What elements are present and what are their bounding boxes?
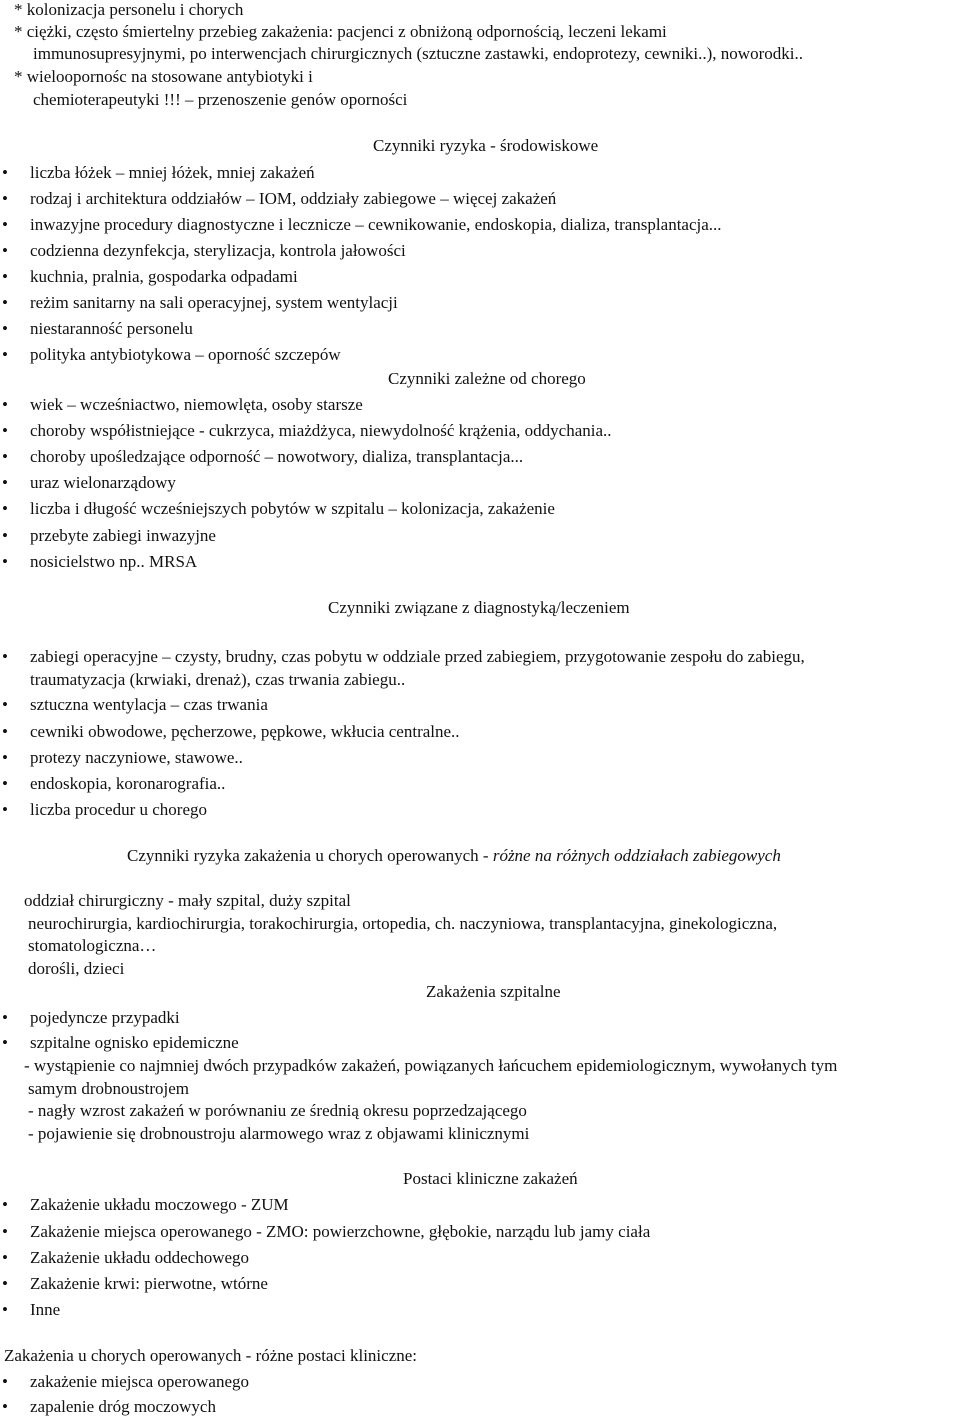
- text-line: neurochirurgia, kardiochirurgia, torakochirurgia, ortopedia, ch. naczyniowa, transplantacyjna, ginekologiczna,: [28, 914, 778, 933]
- list-item: rodzaj i architektura oddziałów – IOM, oddziały zabiegowe – więcej zakażeń: [30, 189, 557, 208]
- list-item: protezy naczyniowe, stawowe..: [30, 748, 243, 767]
- section-heading: [127, 845, 781, 867]
- bullet-marker: •: [2, 526, 8, 545]
- list-item: choroby współistniejące - cukrzyca, miażdżyca, niewydolność krążenia, oddychania..: [30, 421, 612, 440]
- list-item: szpitalne ognisko epidemiczne: [30, 1033, 239, 1052]
- list-item: Zakażenie miejsca operowanego - ZMO: powierzchowne, głębokie, narządu lub jamy ciała: [30, 1222, 651, 1241]
- list-item: polityka antybiotykowa – oporność szczepów: [30, 345, 341, 364]
- list-item: Inne: [30, 1300, 61, 1319]
- list-item: endoskopia, koronarografia..: [30, 774, 226, 793]
- text-line: oddział chirurgiczny - mały szpital, duży szpital: [24, 891, 351, 910]
- list-item: Zakażenie krwi: pierwotne, wtórne: [30, 1274, 268, 1293]
- list-item: inwazyjne procedury diagnostyczne i lecznicze – cewnikowanie, endoskopia, dializa, transplantacja...: [30, 215, 722, 234]
- bullet-marker: •: [2, 189, 8, 208]
- list-item: Zakażenie układu oddechowego: [30, 1248, 250, 1267]
- heading-italic: różne na różnych oddziałach zabiegowych: [492, 846, 781, 865]
- list-item: uraz wielonarządowy: [30, 473, 176, 492]
- list-item: zabiegi operacyjne – czysty, brudny, czas pobytu w oddziale przed zabiegiem, przygotowanie zespołu do zabiegu,: [30, 647, 805, 666]
- bullet-marker: •: [2, 695, 8, 714]
- intro-line: chemioterapeutyki !!! – przenoszenie genów oporności: [33, 90, 408, 109]
- section-heading: Czynniki ryzyka - środowiskowe: [373, 136, 599, 155]
- bullet-marker: •: [2, 552, 8, 571]
- bullet-marker: •: [2, 241, 8, 260]
- list-item: liczba i długość wcześniejszych pobytów w szpitalu – kolonizacja, zakażenie: [30, 499, 555, 518]
- list-item: Zakażenie układu moczowego - ZUM: [30, 1195, 289, 1214]
- list-item: nosicielstwo np.. MRSA: [30, 552, 198, 571]
- text-line: - wystąpienie co najmniej dwóch przypadków zakażeń, powiązanych łańcuchem epidemiologicznym, wywołanych tym: [24, 1056, 838, 1075]
- bullet-marker: •: [2, 499, 8, 518]
- list-item-continuation: traumatyzacja (krwiaki, drenaż), czas trwania zabiegu..: [30, 670, 406, 689]
- list-item: zakażenie miejsca operowanego: [30, 1372, 249, 1391]
- heading-plain: Czynniki ryzyka zakażenia u chorych operowanych -: [127, 846, 493, 865]
- bullet-marker: •: [2, 800, 8, 819]
- bullet-marker: •: [2, 421, 8, 440]
- text-line: stomatologiczna…: [28, 936, 157, 955]
- bullet-marker: •: [2, 774, 8, 793]
- text-line: samym drobnoustrojem: [28, 1079, 190, 1098]
- text-line: - nagły wzrost zakażeń w porównaniu ze średnią okresu poprzedzającego: [28, 1101, 527, 1120]
- bullet-marker: •: [2, 748, 8, 767]
- section-heading: Czynniki związane z diagnostyką/leczeniem: [328, 598, 630, 617]
- bullet-marker: •: [2, 722, 8, 741]
- bullet-marker: •: [2, 1248, 8, 1267]
- bullet-marker: •: [2, 293, 8, 312]
- bullet-marker: •: [2, 215, 8, 234]
- bullet-marker: •: [2, 1008, 8, 1027]
- bullet-marker: •: [2, 1372, 8, 1391]
- bullet-marker: •: [2, 1300, 8, 1319]
- list-item: wiek – wcześniactwo, niemowlęta, osoby starsze: [30, 395, 363, 414]
- intro-line: immunosupresyjnymi, po interwencjach chirurgicznych (sztuczne zastawki, endoprotezy, cewniki..), noworodki..: [33, 44, 803, 63]
- list-item: pojedyncze przypadki: [30, 1008, 180, 1027]
- list-item: cewniki obwodowe, pęcherzowe, pępkowe, wkłucia centralne..: [30, 722, 460, 741]
- list-item: choroby upośledzające odporność – nowotwory, dializa, transplantacja...: [30, 447, 524, 466]
- bullet-marker: •: [2, 447, 8, 466]
- bullet-marker: •: [2, 395, 8, 414]
- list-item: kuchnia, pralnia, gospodarka odpadami: [30, 267, 298, 286]
- bullet-marker: •: [2, 1195, 8, 1214]
- bullet-marker: •: [2, 1397, 8, 1416]
- intro-line: * wieloopornośc na stosowane antybiotyki i: [14, 67, 313, 86]
- bullet-marker: •: [2, 163, 8, 182]
- section-heading: Czynniki zależne od chorego: [388, 369, 586, 388]
- text-line: - pojawienie się drobnoustroju alarmowego wraz z objawami klinicznymi: [28, 1124, 530, 1143]
- intro-line: * kolonizacja personelu i chorych: [14, 0, 244, 19]
- section-heading: Zakażenia szpitalne: [426, 982, 561, 1001]
- section-heading: Zakażenia u chorych operowanych - różne postaci kliniczne:: [4, 1346, 418, 1365]
- list-item: niestaranność personelu: [30, 319, 193, 338]
- bullet-marker: •: [2, 345, 8, 364]
- bullet-marker: •: [2, 319, 8, 338]
- bullet-marker: •: [2, 1274, 8, 1293]
- list-item: reżim sanitarny na sali operacyjnej, system wentylacji: [30, 293, 398, 312]
- text-line: dorośli, dzieci: [28, 959, 125, 978]
- list-item: liczba procedur u chorego: [30, 800, 207, 819]
- list-item: sztuczna wentylacja – czas trwania: [30, 695, 268, 714]
- intro-line: * ciężki, często śmiertelny przebieg zakażenia: pacjenci z obniżoną odpornością, leczeni lekami: [14, 22, 667, 41]
- section-heading: Postaci kliniczne zakażeń: [403, 1169, 578, 1188]
- list-item: liczba łóżek – mniej łóżek, mniej zakażeń: [30, 163, 315, 182]
- bullet-marker: •: [2, 647, 8, 666]
- bullet-marker: •: [2, 473, 8, 492]
- list-item: codzienna dezynfekcja, sterylizacja, kontrola jałowości: [30, 241, 406, 260]
- list-item: zapalenie dróg moczowych: [30, 1397, 216, 1416]
- bullet-marker: •: [2, 1033, 8, 1052]
- list-item: przebyte zabiegi inwazyjne: [30, 526, 216, 545]
- bullet-marker: •: [2, 1222, 8, 1241]
- bullet-marker: •: [2, 267, 8, 286]
